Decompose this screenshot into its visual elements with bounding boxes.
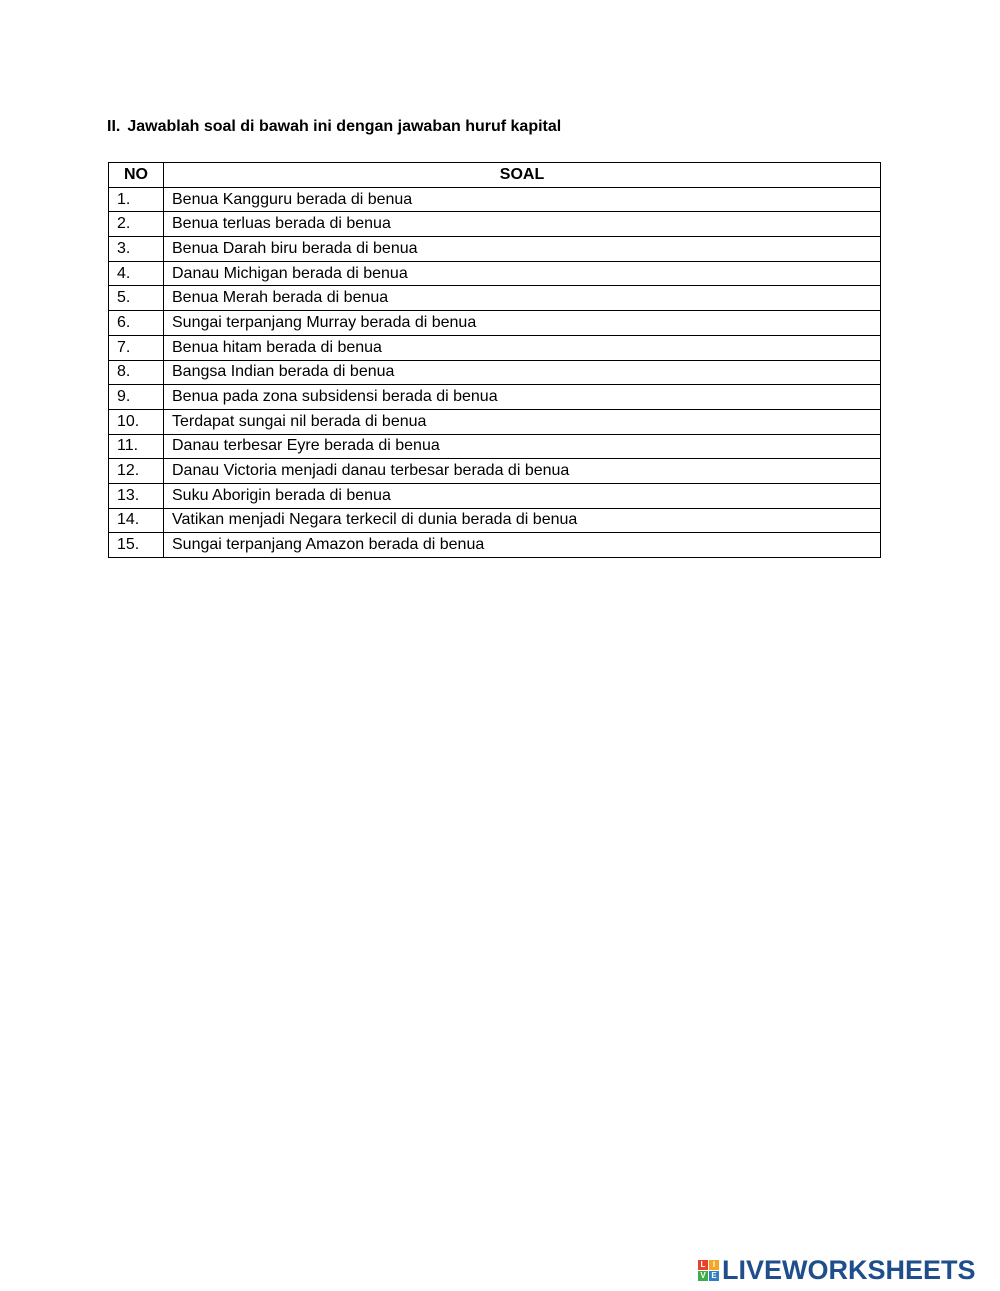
question-table	[108, 162, 881, 558]
row-number: 11.	[109, 434, 164, 459]
logo-mark-square: V	[698, 1271, 708, 1281]
row-number: 1.	[109, 187, 164, 212]
row-question: Suku Aborigin berada di benua	[164, 483, 881, 508]
row-question: Danau Victoria menjadi danau terbesar berada di benua	[164, 459, 881, 484]
row-number: 9.	[109, 385, 164, 410]
row-question: Benua Darah biru berada di benua	[164, 237, 881, 262]
row-number: 10.	[109, 409, 164, 434]
table-row	[109, 434, 881, 459]
row-question: Benua terluas berada di benua	[164, 212, 881, 237]
logo-mark-square: E	[709, 1271, 719, 1281]
row-question: Benua hitam berada di benua	[164, 335, 881, 360]
row-question: Benua Merah berada di benua	[164, 286, 881, 311]
table-row	[109, 187, 881, 212]
instruction-text: Jawablah soal di bawah ini dengan jawaban huruf kapital	[127, 118, 562, 135]
row-question: Vatikan menjadi Negara terkecil di dunia berada di benua	[164, 508, 881, 533]
header-soal: SOAL	[164, 163, 881, 188]
section-number: II.	[107, 118, 121, 135]
table-row	[109, 360, 881, 385]
row-question: Benua pada zona subsidensi berada di benua	[164, 385, 881, 410]
row-number: 14.	[109, 508, 164, 533]
row-number: 15.	[109, 533, 164, 558]
header-no: NO	[109, 163, 164, 188]
table-row	[109, 508, 881, 533]
row-number: 13.	[109, 483, 164, 508]
table-row	[109, 286, 881, 311]
table-row	[109, 533, 881, 558]
row-question: Terdapat sungai nil berada di benua	[164, 409, 881, 434]
row-number: 12.	[109, 459, 164, 484]
row-number: 5.	[109, 286, 164, 311]
table-row	[109, 385, 881, 410]
table-row	[109, 335, 881, 360]
row-question: Danau Michigan berada di benua	[164, 261, 881, 286]
table-header-row	[109, 163, 881, 188]
row-number: 7.	[109, 335, 164, 360]
row-question: Benua Kangguru berada di benua	[164, 187, 881, 212]
row-question: Sungai terpanjang Amazon berada di benua	[164, 533, 881, 558]
row-number: 8.	[109, 360, 164, 385]
row-question: Sungai terpanjang Murray berada di benua	[164, 311, 881, 336]
table-row	[109, 483, 881, 508]
logo-mark-square: L	[698, 1260, 708, 1270]
row-number: 2.	[109, 212, 164, 237]
row-number: 6.	[109, 311, 164, 336]
logo-mark-square: I	[709, 1260, 719, 1270]
row-number: 4.	[109, 261, 164, 286]
table-row	[109, 311, 881, 336]
table-row	[109, 237, 881, 262]
logo-text: LIVEWORKSHEETS	[722, 1254, 976, 1285]
table-row	[109, 409, 881, 434]
logo-mark-icon	[698, 1260, 719, 1281]
table-row	[109, 212, 881, 237]
table-row	[109, 459, 881, 484]
row-question: Danau terbesar Eyre berada di benua	[164, 434, 881, 459]
row-question: Bangsa Indian berada di benua	[164, 360, 881, 385]
section-instruction	[107, 118, 561, 136]
liveworksheets-logo	[698, 1254, 976, 1286]
table-row	[109, 261, 881, 286]
row-number: 3.	[109, 237, 164, 262]
